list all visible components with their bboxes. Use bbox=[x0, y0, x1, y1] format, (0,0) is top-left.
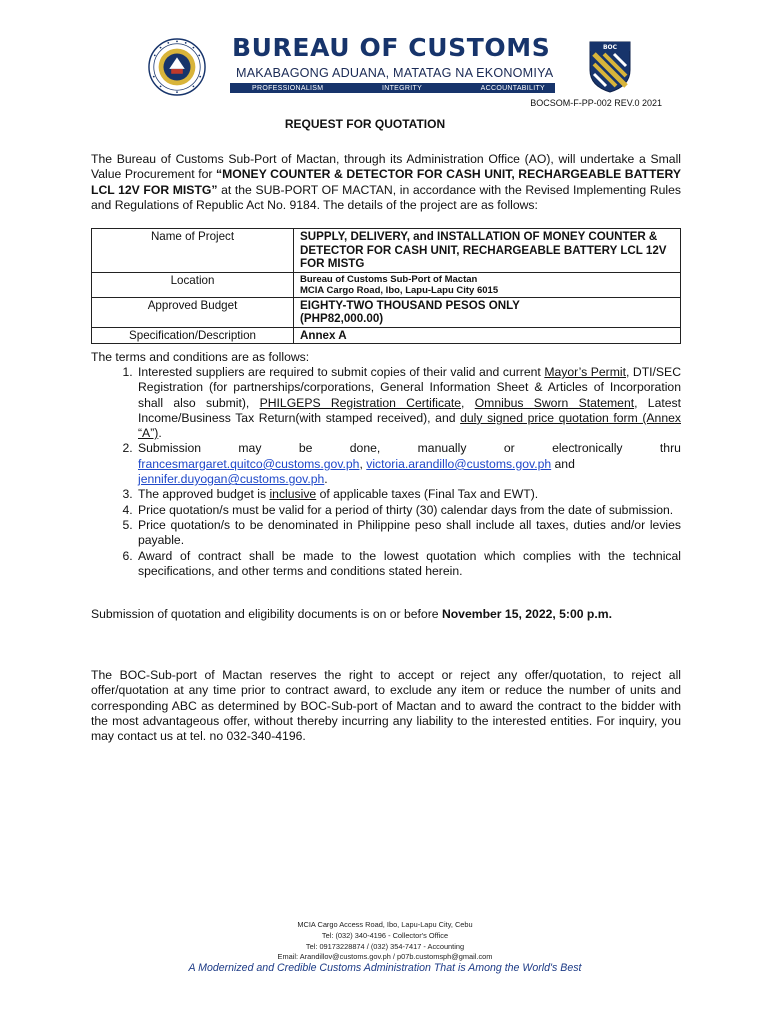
page-title: REQUEST FOR QUOTATION bbox=[284, 117, 446, 131]
term-underlined: Omnibus Sworn Statement bbox=[474, 395, 635, 410]
footer-tel-collector: Tel: (032) 340-4196 - Collector's Office bbox=[321, 930, 449, 940]
project-name-value: SUPPLY, DELIVERY, and INSTALLATION OF MONEY COUNTER & DETECTOR FOR CASH UNIT, RECHARGEABLE BATTERY LCL 12V FOR MISTG bbox=[294, 229, 681, 273]
row-label: Specification/Description bbox=[92, 327, 294, 344]
location-value bbox=[294, 272, 681, 297]
location-line: Bureau of Customs Sub-Port of Mactan bbox=[300, 273, 478, 285]
term-text: , bbox=[359, 456, 367, 471]
email-link-duyogan[interactable]: jennifer.duyogan@customs.gov.ph bbox=[138, 472, 325, 487]
list-item: 5. Price quotation/s to be denominated in Philippine peso shall include all taxes, duties and/or levies payable. bbox=[136, 518, 681, 549]
list-item: 6. Award of contract shall be made to the lowest quotation which complies with the technical specifications, and other terms and conditions stated herein. bbox=[136, 549, 681, 580]
budget-amount: (PHP82,000.00) bbox=[300, 312, 384, 325]
form-code: BOCSOM-F-PP-002 REV.0 2021 bbox=[530, 98, 662, 108]
deadline-text: Submission of quotation and eligibility documents is on or before bbox=[91, 607, 442, 621]
term-text: , DTI/SEC Registration (for partnerships/corporations, General Information Sheet & Articles of Incorporation shall also submit), bbox=[138, 365, 681, 410]
table-row bbox=[92, 297, 681, 327]
term-text: and bbox=[551, 456, 575, 471]
bureau-motto: MAKABAGONG ADUANA, MATATAG NA EKONOMIYA bbox=[236, 66, 554, 80]
location-line: MCIA Cargo Road, Ibo, Lapu-Lapu City 6015 bbox=[300, 284, 499, 296]
term-word: done, bbox=[349, 441, 381, 456]
list-item bbox=[136, 441, 681, 487]
term-underlined: PHILGEPS Registration Certificate bbox=[259, 395, 462, 410]
table-row bbox=[92, 229, 681, 273]
specification-value: Annex A bbox=[294, 327, 681, 344]
row-label: Location bbox=[92, 272, 294, 297]
footer-email: Email: Arandillov@customs.gov.ph / p07b.customsph@gmail.com bbox=[277, 952, 493, 962]
term-text: . bbox=[324, 472, 328, 487]
footer-tagline: A Modernized and Credible Customs Administration That is Among the World's Best bbox=[188, 962, 582, 974]
footer-address: MCIA Cargo Access Road, Ibo, Lapu-Lapu City, Cebu bbox=[297, 920, 473, 929]
value-integrity: INTEGRITY bbox=[382, 84, 423, 92]
core-values-bar bbox=[230, 83, 555, 93]
list-item bbox=[136, 487, 681, 502]
intro-paragraph bbox=[91, 152, 681, 213]
term-underlined: Mayor’s Permit bbox=[544, 365, 626, 379]
bureau-title: BUREAU OF CUSTOMS bbox=[232, 33, 551, 62]
term-word: may bbox=[238, 441, 262, 456]
table-row bbox=[92, 327, 681, 344]
term-underlined: inclusive bbox=[269, 487, 317, 502]
value-professionalism: PROFESSIONALISM bbox=[252, 84, 324, 92]
reservation-paragraph: The BOC-Sub-port of Mactan reserves the right to accept or reject any offer/quotation, to reject all offer/quotation at any time prior to contract award, to exclude any item or reduce the number of units and corresponding ABC as determined by BOC-Sub-port of Mactan and to award the contract to the bidder with the most advantageous offer, without thereby incurring any liability to the interested entities. For inquiry, you may contact us at tel. no 032-340-4196. bbox=[91, 668, 681, 744]
intro-text: The Bureau of Customs Sub-Port of Mactan, through its Administration Office (AO), will undertake a Small Value Procurement for bbox=[91, 152, 681, 182]
term-word: manually bbox=[417, 441, 467, 456]
deadline-date: November 15, 2022, 5:00 p.m. bbox=[441, 607, 612, 621]
term-text: Interested suppliers are required to submit copies of their valid and current bbox=[138, 365, 545, 379]
procurement-item: “MONEY COUNTER & DETECTOR FOR CASH UNIT, RECHARGEABLE BATTERY LCL 12V FOR MISTG” bbox=[91, 167, 681, 197]
list-item: 4. Price quotation/s must be valid for a period of thirty (30) calendar days from the date of submission. bbox=[136, 503, 681, 518]
submission-emails bbox=[138, 457, 681, 472]
deadline-paragraph bbox=[91, 607, 681, 622]
list-item bbox=[136, 365, 681, 441]
submission-emails-end bbox=[138, 472, 681, 487]
table-row bbox=[92, 272, 681, 297]
row-label: Name of Project bbox=[92, 229, 294, 273]
intro-text-end: at the SUB-PORT OF MACTAN, in accordance with the Revised Implementing Rules and Regulations of Republic Act No. 9184. The details of the project are as follows: bbox=[91, 182, 681, 212]
bureau-seal-icon bbox=[148, 38, 206, 96]
budget-value bbox=[294, 297, 681, 327]
term-word: 2. Submission bbox=[138, 441, 201, 456]
footer-contact bbox=[0, 920, 770, 963]
email-link-quitco[interactable]: francesmargaret.quitco@customs.gov.ph bbox=[138, 456, 360, 471]
term-text: , bbox=[461, 395, 475, 410]
term-word: or bbox=[503, 441, 515, 456]
term-text: of applicable taxes (Final Tax and EWT). bbox=[316, 487, 539, 502]
terms-intro: The terms and conditions are as follows: bbox=[91, 350, 310, 364]
footer-tel-accounting: Tel: 09173228874 / (032) 354-7417 - Accounting bbox=[305, 941, 465, 951]
project-details-table bbox=[91, 228, 681, 344]
boc-crest-icon bbox=[588, 36, 632, 94]
submission-line bbox=[138, 441, 681, 456]
term-word: thru bbox=[659, 441, 681, 456]
terms-list bbox=[91, 365, 681, 579]
crest-label: BOC bbox=[602, 44, 618, 51]
term-text: , Latest Income/Business Tax Return(with stamped received), and bbox=[138, 395, 681, 425]
email-link-arandillo[interactable]: victoria.arandillo@customs.gov.ph bbox=[366, 456, 552, 471]
term-text: The approved budget is bbox=[138, 487, 270, 502]
value-accountability: ACCOUNTABILITY bbox=[480, 84, 545, 92]
row-label: Approved Budget bbox=[92, 297, 294, 327]
budget-words: EIGHTY-TWO THOUSAND PESOS ONLY bbox=[300, 298, 520, 312]
term-underlined: duly signed price quotation form (Annex “A”) bbox=[138, 410, 681, 441]
term-text: . bbox=[158, 426, 162, 441]
term-word: electronically bbox=[552, 441, 623, 456]
term-word: be bbox=[298, 441, 313, 456]
